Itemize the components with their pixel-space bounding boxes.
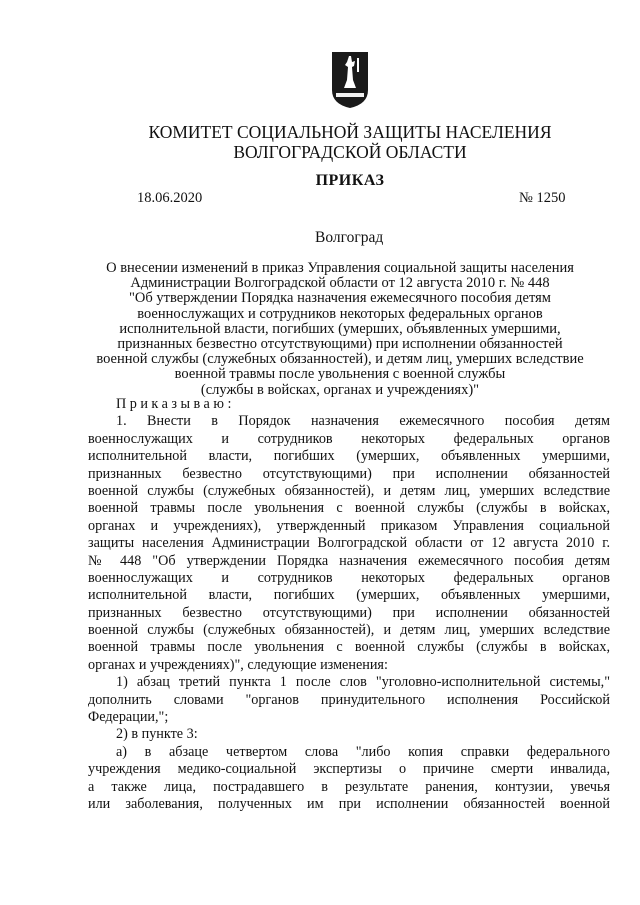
coat-of-arms-icon [330,50,370,110]
order-subject [40,261,640,398]
body-text-line: Приказываю: [116,396,235,412]
body-text-line: военной службы (служебных обязанностей), и детям лиц, умерших вследствие [88,622,610,639]
document-type-title: ПРИКАЗ [315,172,385,189]
body-text-line: военной травмы после увольнения с военной службы (службы в войсках, [88,639,610,656]
order-number: № 1250 [519,190,566,206]
body-text-line: исполнительной власти, погибших (умерших, объявленных умершими, [88,587,610,604]
body-text-line: а) в абзаце четвертом слова "либо копия справки федерального [116,743,610,760]
body-text-line: № 448 "Об утверждении Порядка назначения ежемесячного пособия детям [88,552,610,569]
organization-name-line2: ВОЛГОГРАДСКОЙ ОБЛАСТИ [233,142,467,162]
body-text-line: признанных безвестно отсутствующими) при исполнении обязанностей [88,604,610,621]
subject-line: исполнительной власти, погибших (умерших, объявленных умершими, [119,320,561,337]
body-text-line: военнослужащих и сотрудников некоторых федеральных органов [88,430,610,447]
body-text-line: защиты населения Администрации Волгоградской области от 12 августа 2010 г. [88,535,610,552]
order-date: 18.06.2020 [137,190,203,206]
body-text-line: признанных безвестно отсутствующими) при исполнении обязанностей [88,465,610,482]
issue-city: Волгоград [315,229,384,246]
body-text-line: органах и учреждениях)", следующие изменения: [88,656,388,673]
body-text-line: дополнить словами "органов принудительного исполнения Российской [88,691,610,708]
body-text-line: исполнительной власти, погибших (умерших, объявленных умершими, [88,448,610,465]
body-text-line: военнослужащих и сотрудников некоторых федеральных органов [88,569,610,586]
subject-line: Администрации Волгоградской области от 12 августа 2010 г. № 448 [130,275,550,292]
body-text-line: учреждения медико-социальной экспертизы о причине смерти инвалида, [88,761,610,778]
body-text-line: Федерации,"; [88,709,169,726]
body-text-line: органах и учреждениях), утвержденный приказом Управления социальной [88,517,610,534]
subject-line: военной службы (служебных обязанностей), и детям лиц, умерших вследствие [96,351,584,368]
body-text-line: военной службы (служебных обязанностей), и детям лиц, умерших вследствие [88,482,610,499]
organization-name-line1: КОМИТЕТ СОЦИАЛЬНОЙ ЗАЩИТЫ НАСЕЛЕНИЯ [148,122,552,142]
body-text-line: а также лица, пострадавшего в результате ранения, контузии, увечья [88,778,610,795]
body-text-line: 2) в пункте 3: [116,726,198,743]
body-text-line: 1. Внести в Порядок назначения ежемесячного пособия детям [116,413,610,430]
subject-line: военнослужащих и сотрудников некоторых федеральных органов [137,305,543,322]
subject-line: военной травмы после увольнения с военной службы [174,366,506,383]
order-body [88,396,610,813]
body-text-line: 1) абзац третий пункта 1 после слов "уголовно-исполнительной системы," [116,674,610,691]
subject-line: признанных безвестно отсутствующими) при исполнении обязанностей [117,336,563,353]
body-text-line: военной травмы после увольнения с военной службы (службы в войсках, [88,500,610,517]
subject-line: (службы в войсках, органах и учреждениях)" [200,381,480,398]
subject-line: О внесении изменений в приказ Управления социальной защиты населения [106,260,574,276]
subject-line: "Об утверждении Порядка назначения ежемесячного пособия детям [129,290,551,307]
body-text-line: или заболевания, полученных им при исполнении обязанностей военной [88,795,610,812]
